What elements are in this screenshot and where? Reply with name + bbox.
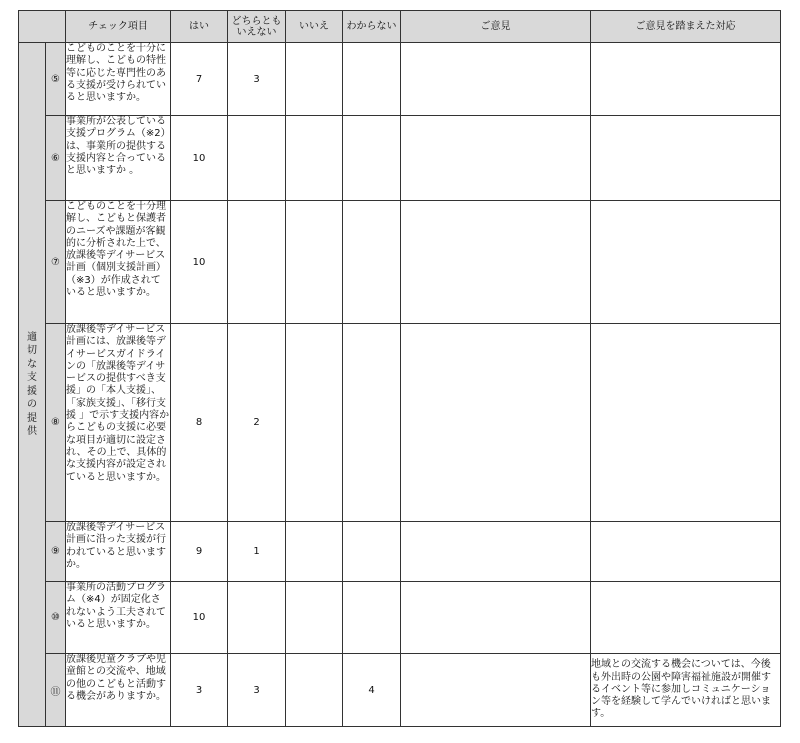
row-number: ⑪ — [46, 654, 66, 727]
count-unknown — [343, 43, 401, 116]
table-row — [19, 324, 781, 522]
response-cell: 地域との交流する機会については、今後も外出時の公園や障害福祉施設が開催するイベント等に参加しコミュニケーション等を経験して学んでいければと思います。 — [591, 654, 781, 727]
question-text: こどものことを十分理解し、こどもと保護者のニーズや課題が客観的に分析された上で、放課後等デイサービス計画（個別支援計画）（※3）が作成されていると思いますか。 — [66, 201, 171, 324]
count-neither — [228, 116, 286, 201]
table-row — [19, 582, 781, 654]
header-response: ご意見を踏まえた対応 — [591, 11, 781, 43]
header-neither: どちらとも いえない — [228, 11, 286, 43]
survey-table — [18, 10, 781, 727]
row-number: ⑩ — [46, 582, 66, 654]
question-text: こどものことを十分に理解し、こどもの特性等に応じた専門性のある支援が受けられていると思いますか。 — [66, 43, 171, 116]
opinion-cell — [401, 582, 591, 654]
response-cell — [591, 201, 781, 324]
header-check-item: チェック項目 — [66, 11, 171, 43]
count-yes: 10 — [171, 116, 228, 201]
count-no — [286, 43, 343, 116]
opinion-cell — [401, 116, 591, 201]
section-label-cell — [19, 43, 46, 727]
row-number: ⑦ — [46, 201, 66, 324]
question-text: 放課後等デイサービス計画に沿った支援が行われていると思いますか。 — [66, 522, 171, 582]
response-cell — [591, 324, 781, 522]
question-text: 放課後等デイサービス計画には、放課後等デイサービスガイドラインの「放課後等デイサービスの提供すべき支援」の「本人支援」、「家族支援」、「移行支援 」で示す支援内容からこどもの支援に必要な項目が適切に設定され、その上で、具体的な支援内容が設定されていると思いますか。 — [66, 324, 171, 522]
opinion-cell — [401, 654, 591, 727]
table-row — [19, 43, 781, 116]
question-text: 事業所の活動プログラム（※4）が固定化されないよう工夫されていると思いますか。 — [66, 582, 171, 654]
response-cell — [591, 116, 781, 201]
row-number: ⑧ — [46, 324, 66, 522]
count-no — [286, 582, 343, 654]
section-label: 適切な支援の提供 — [27, 331, 37, 437]
header-yes: はい — [171, 11, 228, 43]
count-unknown — [343, 116, 401, 201]
table-row — [19, 116, 781, 201]
count-yes: 10 — [171, 582, 228, 654]
row-number: ⑥ — [46, 116, 66, 201]
header-no: いいえ — [286, 11, 343, 43]
count-no — [286, 116, 343, 201]
header-corner-cell — [19, 11, 66, 43]
count-neither: 3 — [228, 43, 286, 116]
count-no — [286, 324, 343, 522]
count-no — [286, 654, 343, 727]
header-opinion: ご意見 — [401, 11, 591, 43]
row-number: ⑤ — [46, 43, 66, 116]
count-unknown: 4 — [343, 654, 401, 727]
table-row — [19, 654, 781, 727]
count-unknown — [343, 522, 401, 582]
header-row — [19, 11, 781, 43]
count-unknown — [343, 582, 401, 654]
response-cell — [591, 582, 781, 654]
header-unknown: わからない — [343, 11, 401, 43]
table-row — [19, 522, 781, 582]
opinion-cell — [401, 324, 591, 522]
question-text: 事業所が公表している支援プログラム（※2）は、事業所の提供する支援内容と合っていると思いますか 。 — [66, 116, 171, 201]
count-yes: 8 — [171, 324, 228, 522]
count-unknown — [343, 324, 401, 522]
opinion-cell — [401, 43, 591, 116]
count-unknown — [343, 201, 401, 324]
opinion-cell — [401, 201, 591, 324]
count-neither: 2 — [228, 324, 286, 522]
count-neither — [228, 582, 286, 654]
count-no — [286, 522, 343, 582]
count-neither: 1 — [228, 522, 286, 582]
response-cell — [591, 522, 781, 582]
count-yes: 7 — [171, 43, 228, 116]
opinion-cell — [401, 522, 591, 582]
count-yes: 3 — [171, 654, 228, 727]
row-number: ⑨ — [46, 522, 66, 582]
question-text: 放課後児童クラブや児童館との交流や、地域の他のこどもと活動する機会がありますか。 — [66, 654, 171, 727]
count-yes: 10 — [171, 201, 228, 324]
response-cell — [591, 43, 781, 116]
count-neither: 3 — [228, 654, 286, 727]
count-yes: 9 — [171, 522, 228, 582]
count-neither — [228, 201, 286, 324]
table-row — [19, 201, 781, 324]
count-no — [286, 201, 343, 324]
